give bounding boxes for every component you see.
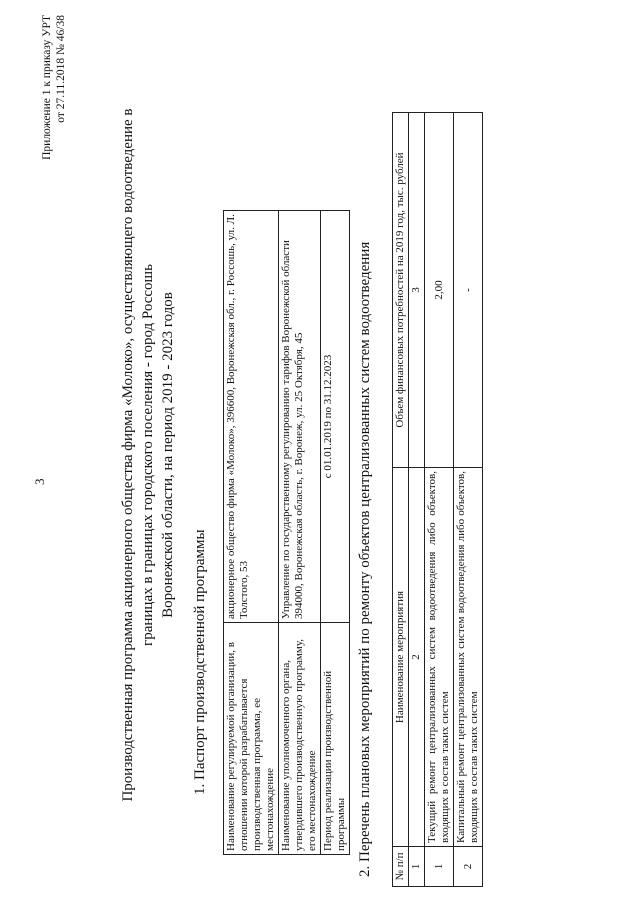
title-line-3: Воронежской области, на период 2019 - 2023 годов [160, 292, 176, 618]
appendix-note [40, 15, 68, 180]
section-1-heading: 1. Паспорт производственной программы [192, 529, 208, 795]
title-line-1: Производственная программа акционерного общества фирма «Молоко», осуществляющего водоотведение в [120, 108, 136, 802]
row-number: 1 [425, 847, 454, 887]
measure-name: Капитальный ремонт централизованных систем водоотведения либо объектов, входящих в состав таких систем [454, 468, 483, 847]
header-index: 2 [409, 468, 425, 847]
appendix-line-2: от 27.11.2018 № 46/38 [55, 15, 67, 123]
table-row [279, 211, 321, 855]
section-2-heading: 2. Перечень плановых мероприятий по ремонту объектов централизованных систем водоотведения [357, 241, 373, 877]
repair-measures-table [392, 112, 483, 887]
passport-value: Управление по государственному регулированию тарифов Воронежской области 394000, Воронежская область, г. Воронеж, ул. 25 Октября, 45 [279, 211, 321, 623]
passport-label: Наименование регулируемой организации, в отношении которой разрабатывается производственная программа, ее местонахождение [224, 623, 279, 855]
measure-value: 2,00 [425, 113, 454, 468]
header-index: 3 [409, 113, 425, 468]
table-header-numbers-row [409, 113, 425, 887]
appendix-line-1: Приложение 1 к приказу УРТ [41, 15, 53, 160]
passport-value: акционерное общество фирма «Молоко», 396600, Воронежская обл., г. Россошь, ул. Л. Толстого, 53 [224, 211, 279, 623]
measure-name: Текущий ремонт централизованных систем водоотведения либо объектов, входящих в состав таких систем [425, 468, 454, 847]
measure-value: - [454, 113, 483, 468]
passport-value: с 01.01.2019 по 31.12.2023 [321, 211, 350, 623]
row-number: 2 [454, 847, 483, 887]
header-number: № п/п [393, 847, 409, 887]
title-line-2: границах в границах городского поселения - город Россошь [140, 264, 156, 646]
table-row [425, 113, 454, 887]
passport-label: Наименование уполномоченного органа, утвердившего производственную программу, его местонахождение [279, 623, 321, 855]
table-header-row [393, 113, 409, 887]
header-index: 1 [409, 847, 425, 887]
table-row [321, 211, 350, 855]
table-row [224, 211, 279, 855]
passport-label: Период реализации производственной программы [321, 623, 350, 855]
table-row [454, 113, 483, 887]
header-measure-name: Наименование мероприятия [393, 468, 409, 847]
header-financial-volume: Объем финансовых потребностей на 2019 год, тыс. рублей [393, 113, 409, 468]
passport-table [223, 210, 350, 855]
document-title [118, 105, 178, 805]
page-number: 3 [32, 478, 47, 485]
